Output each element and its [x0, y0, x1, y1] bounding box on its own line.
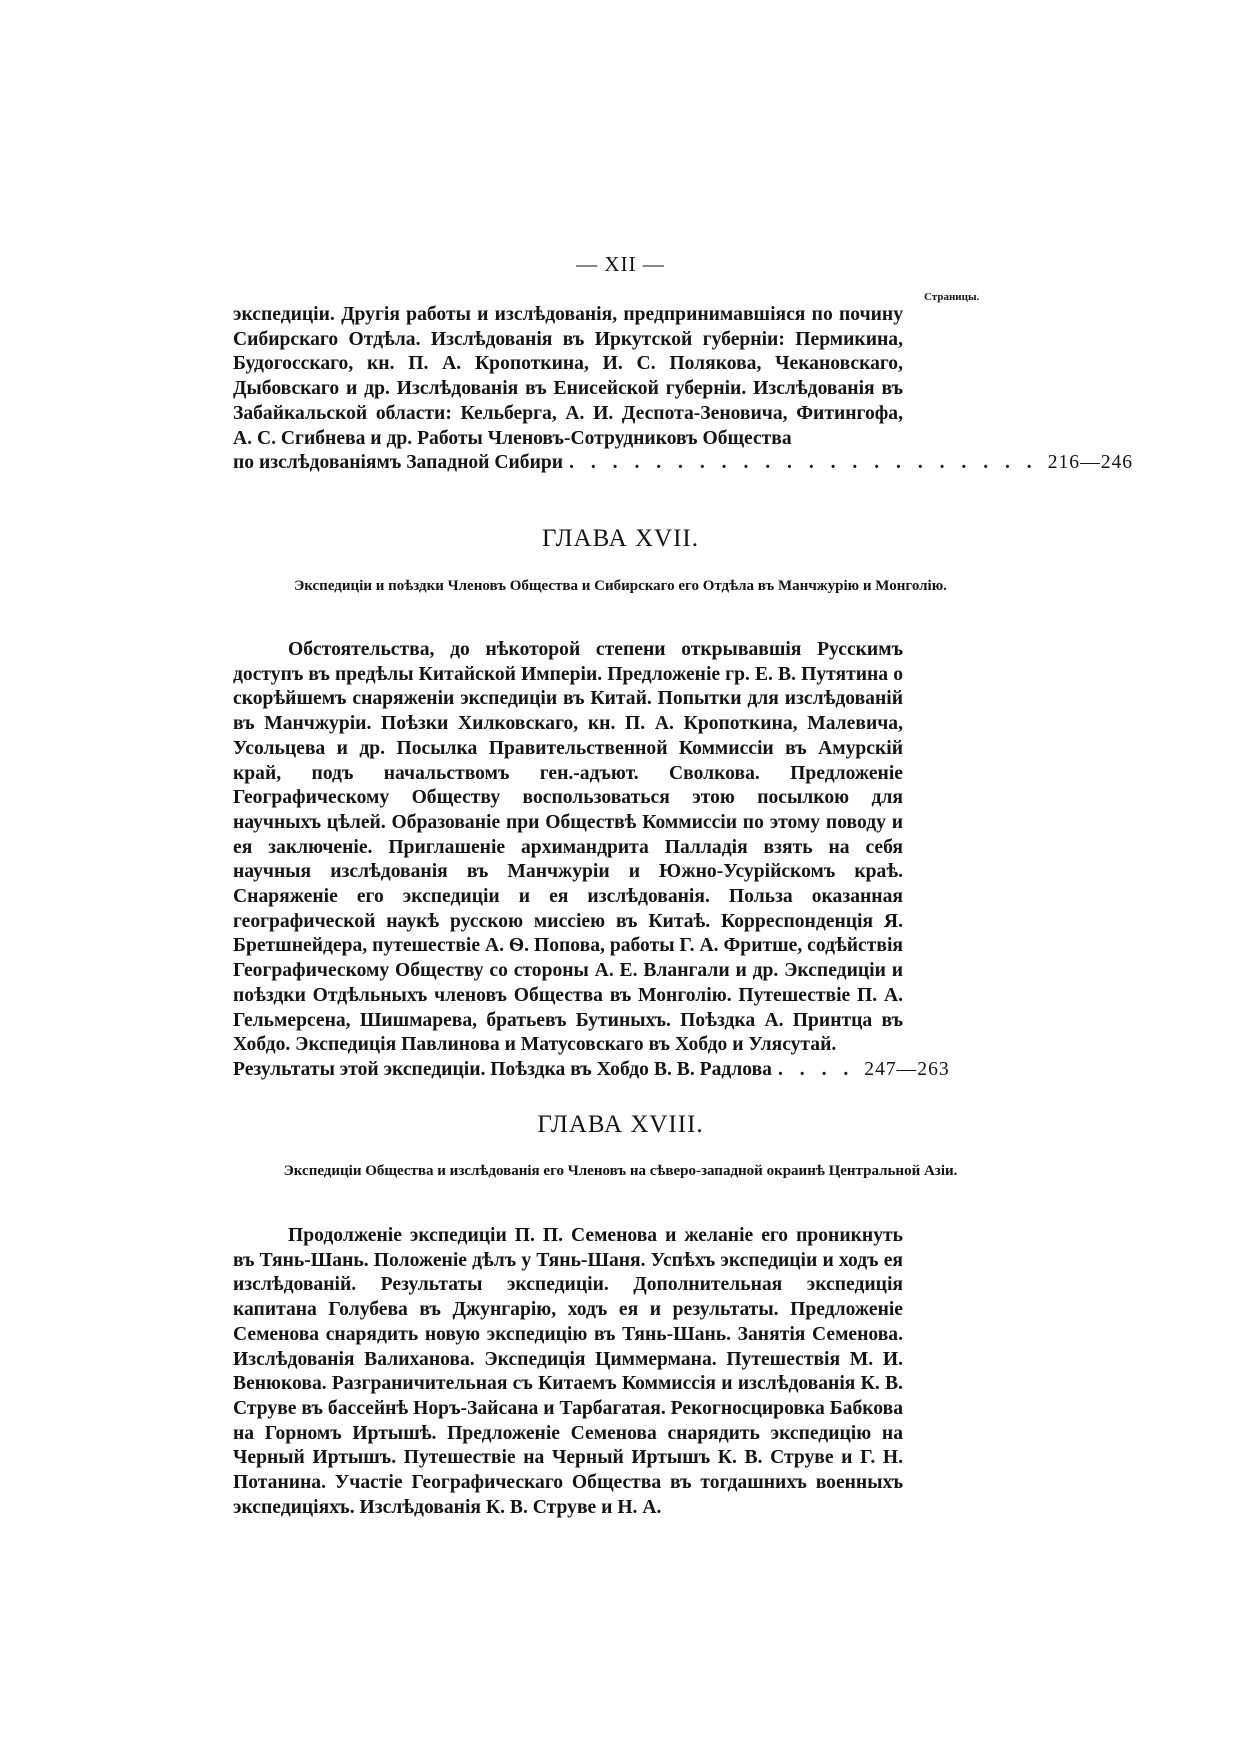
- dot-leader: . . . . . . . . . . . . . . . . . . . . . .: [569, 452, 1038, 474]
- page-number: — XII —: [576, 252, 665, 276]
- pages-column-label: Страницы.: [924, 291, 980, 303]
- chapter-17-title: ГЛАВА XVII.: [542, 525, 699, 552]
- dot-leader: . . . .: [777, 1058, 855, 1080]
- chapter-17-subtitle: Экспедиціи и поѣздки Членовъ Общества и Сибирскаго его Отдѣла въ Манчжурію и Монголію.: [294, 578, 947, 594]
- chapter-17-summary: [233, 638, 950, 1083]
- page-range: 216—246: [1047, 452, 1134, 474]
- chapter-18-subtitle: Экспедиціи Общества и изслѣдованія его Членовъ на сѣверо-западной окраинѣ Центральной Азіи.: [283, 1163, 958, 1179]
- page-range: 247—263: [864, 1058, 950, 1080]
- toc-entry-line: [233, 1058, 950, 1083]
- chapter-18-summary: [233, 1224, 903, 1520]
- previous-chapter-last-line: по изслѣдованіямъ Западной Сибири: [233, 452, 564, 474]
- chapter-17-text: Обстоятельства, до нѣкоторой степени открывавшія Русскимъ доступъ въ предѣлы Китайской Имперіи. Предложеніе гр. Е. В. Путятина о скорѣйшемъ снаряженіи экспедиціи въ Китай. Попытки для изслѣдованій въ Манчжуріи. Поѣзки Хилковскаго, кн. П. А. Кропоткина, Малевича, Усольцева и др. Посылка Правительственной Коммиссіи въ Амурскій край, подъ начальствомъ ген.-адъют. Сволкова. Предложеніе Географическому Обществу воспользоваться этою посылкою для научныхъ цѣлей. Образованіе при Обществѣ Коммиссіи по этому поводу и ея заключеніе. Приглашеніе архимандрита Палладія взять на себя научныя изслѣдованія въ Манчжуріи и Южно-Усурійскомъ краѣ. Снаряженіе его экспедиціи и ея изслѣдованія. Польза оказанная географической наукѣ русскою миссіею въ Китаѣ. Корреспонденція Я. Бретшнейдера, путешествіе А. Ѳ. Попова, работы Г. А. Фритше, содѣйствія Географическому Обществу со стороны А. Е. Влангали и др. Экспедиціи и поѣздки Отдѣльныхъ членовъ Общества въ Монголію. Путешествіе П. А. Гельмерсена, Шишмарева, братьевъ Бутиныхъ. Поѣздка А. Принтца въ Хобдо. Экспедиція Павлинова и Матусовскаго въ Хобдо и Улясутай.: [233, 639, 903, 1056]
- previous-chapter-continuation: [233, 303, 1134, 476]
- chapter-18-text: Продолженіе экспедиціи П. П. Семенова и желаніе его проникнуть въ Тянь-Шань. Положеніе дѣлъ у Тянь-Шаня. Успѣхъ экспедиціи и ходъ ея изслѣдованій. Результаты экспедиціи. Дополнительная экспедиція капитана Голубева въ Джунгарію, ходъ ея и результаты. Предложеніе Семенова снарядить новую экспедицію въ Тянь-Шань. Занятія Семенова. Изслѣдованія Валиханова. Экспедиція Циммермана. Путешествія М. И. Венюкова. Разграничительная съ Китаемъ Коммиссія и изслѣдованія К. В. Струве въ бассейнѣ Норъ-Зайсана и Тарбагатая. Рекогносцировка Бабкова на Горномъ Иртышѣ. Предложеніе Семенова снарядить экспедицію на Черный Иртышъ. Путешествіе на Черный Иртышъ К. В. Струве и Г. Н. Потанина. Участіе Географическаго Общества въ тогдашнихъ военныхъ экспедиціяхъ. Изслѣдованія К. В. Струве и Н. А.: [233, 1225, 903, 1518]
- toc-entry-line: [233, 451, 1134, 476]
- previous-chapter-text: экспедиціи. Другія работы и изслѣдованія, предпринимавшіяся по почину Сибирскаго Отдѣла. Изслѣдованія въ Иркутской губерніи: Пермикина, Будогосскаго, кн. П. А. Кропоткина, И. С. Полякова, Чекановскаго, Дыбовскаго и др. Изслѣдованія въ Енисейской губерніи. Изслѣдованія въ Забайкальской области: Кельберга, А. И. Деспота-Зеновича, Фитингофа, А. С. Сгибнева и др. Работы Членовъ-Сотрудниковъ Общества: [233, 304, 903, 449]
- chapter-18-title: ГЛАВА XVIII.: [537, 1111, 704, 1138]
- chapter-17-last-line: Результаты этой экспедиціи. Поѣздка въ Хобдо В. В. Радлова: [233, 1058, 772, 1080]
